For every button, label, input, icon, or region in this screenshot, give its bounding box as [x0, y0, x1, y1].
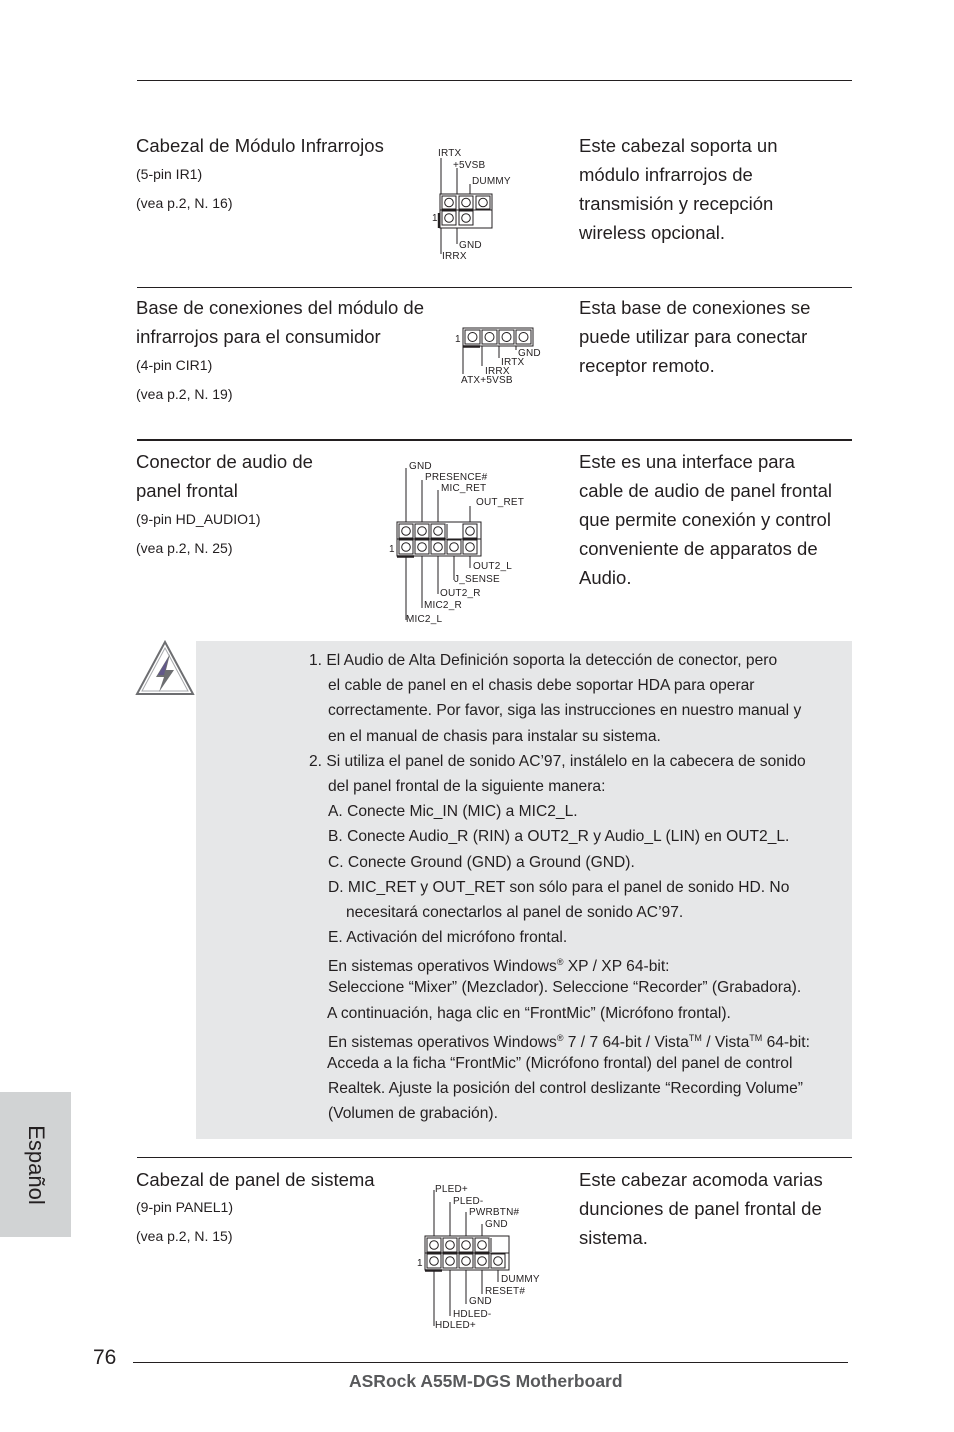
note-line: C. Conecte Ground (GND) a Ground (GND). — [328, 853, 635, 871]
note-line: el cable de panel en el chasis debe soportar HDA para operar — [328, 677, 755, 695]
cir1-desc-line: receptor remoto. — [579, 355, 715, 376]
panel-description — [579, 1165, 823, 1252]
section-divider — [137, 1157, 852, 1158]
cir1-label-gnd: GND — [518, 348, 541, 359]
audio-title-line: Conector de audio de — [136, 451, 313, 472]
note-line: A continuación, haga clic en “FrontMic” (Micrófono frontal). — [327, 1004, 731, 1022]
panel-desc-line: sistema. — [579, 1227, 648, 1248]
audio-description — [579, 447, 832, 592]
cir1-title — [136, 293, 424, 351]
cir1-desc-line: Esta base de conexiones se — [579, 297, 811, 318]
audio-desc-line: conveniente de apparatos de — [579, 538, 818, 559]
cir1-desc-line: puede utilizar para conectar — [579, 326, 808, 347]
note-line: 1. El Audio de Alta Definición soporta la detección de conector, pero — [309, 652, 778, 669]
audio-ref: (vea p.2, N. 25) — [136, 540, 233, 556]
note-line: Realtek. Ajuste la posición del control deslizante “Recording Volume” — [328, 1080, 803, 1098]
ir1-label-pin1: 1 — [432, 213, 438, 224]
warning-triangle-icon — [134, 638, 198, 700]
cir1-label-pin1: 1 — [455, 334, 461, 345]
ir1-desc-line: Este cabezal soporta un — [579, 135, 778, 156]
footer-title: ASRock A55M-DGS Motherboard — [349, 1371, 623, 1391]
ir1-label-irrx: IRRX — [442, 251, 467, 262]
cir1-label-irrx: IRRX — [485, 366, 510, 377]
audio-desc-line: que permite conexión y control — [579, 509, 831, 530]
cir1-label-irtx: IRTX — [501, 357, 525, 368]
language-tab — [0, 1092, 71, 1237]
panel-label-gnd-bottom: GND — [469, 1296, 492, 1307]
ir1-desc-line: wireless opcional. — [579, 222, 726, 243]
note-line: 2. Si utiliza el panel de sonido AC’97, instálelo en la cabecera de sonido — [309, 752, 806, 770]
audio-label-out2-r: OUT2_R — [440, 588, 481, 599]
audio-header-diagram — [385, 456, 525, 628]
ir1-title-line: Cabezal de Módulo Infrarrojos — [136, 135, 384, 156]
note-line: en el manual de chasis para instalar su sistema. — [328, 727, 661, 745]
ir1-label-5vsb: +5VSB — [453, 160, 486, 171]
audio-label-mic2-l: MIC2_L — [406, 614, 443, 625]
cir1-title-line: Base de conexiones del módulo de — [136, 297, 424, 318]
panel-label-gnd-top: GND — [485, 1219, 508, 1230]
audio-label-out-ret: OUT_RET — [476, 497, 525, 508]
ir1-description — [579, 131, 778, 247]
panel-label-reset: RESET# — [485, 1286, 526, 1297]
note-line: necesitará conectarlos al panel de sonido AC’97. — [346, 903, 684, 921]
note-line: Acceda a la ficha “FrontMic” (Micrófono frontal) del panel de control — [327, 1055, 793, 1072]
note-line: Seleccione “Mixer” (Mezclador). Seleccione “Recorder” (Grabadora). — [328, 979, 802, 997]
audio-label-gnd: GND — [409, 461, 432, 472]
audio-desc-line: Este es una interface para — [579, 451, 795, 472]
note-line: correctamente. Por favor, siga las instrucciones en nuestro manual y — [328, 702, 802, 720]
audio-label-j-sense: J_SENSE — [454, 574, 500, 585]
audio-label-out2-l: OUT2_L — [473, 561, 512, 572]
ir1-title — [136, 131, 384, 160]
panel-ref: (vea p.2, N. 15) — [136, 1228, 233, 1244]
cir1-header-diagram — [452, 324, 562, 386]
ir1-desc-line: transmisión y recepción — [579, 193, 774, 214]
note-line: D. MIC_RET y OUT_RET son sólo para el panel de sonido HD. No — [328, 878, 790, 896]
note-text — [300, 648, 855, 1127]
cir1-title-line: infrarrojos para el consumidor — [136, 326, 381, 347]
top-rule — [137, 80, 852, 81]
ir1-pin: (5-pin IR1) — [136, 166, 203, 182]
cir1-label-atx5vsb: ATX+5VSB — [461, 375, 513, 386]
ir1-header-diagram — [430, 140, 550, 265]
note-line: En sistemas operativos Windows® XP / XP 64-bit: — [328, 957, 670, 976]
panel-title-line: Cabezal de panel de sistema — [136, 1169, 375, 1190]
audio-desc-line: Audio. — [579, 567, 632, 588]
audio-label-presence: PRESENCE# — [425, 472, 488, 483]
note-line: B. Conecte Audio_R (RIN) a OUT2_R y Audio_L (LIN) en OUT2_L. — [328, 828, 790, 846]
panel-title — [136, 1165, 375, 1194]
note-line: E. Activación del micrófono frontal. — [328, 929, 568, 947]
panel-label-dummy: DUMMY — [501, 1274, 540, 1285]
audio-label-mic2-r: MIC2_R — [424, 600, 462, 611]
ir1-label-dummy: DUMMY — [472, 176, 511, 187]
note-line: (Volumen de grabación). — [328, 1105, 498, 1123]
cir1-ref: (vea p.2, N. 19) — [136, 386, 233, 402]
audio-title-line: panel frontal — [136, 480, 238, 501]
ir1-label-gnd: GND — [459, 240, 482, 251]
audio-label-pin1: 1 — [389, 544, 395, 555]
ir1-ref: (vea p.2, N. 16) — [136, 195, 233, 211]
panel-label-pled-plus: PLED+ — [435, 1184, 468, 1195]
panel-header-diagram — [413, 1180, 553, 1330]
panel-label-hdled-minus: HDLED- — [453, 1309, 492, 1320]
panel-desc-line: Este cabezar acomoda varias — [579, 1169, 823, 1190]
audio-title — [136, 447, 313, 505]
note-line: del panel frontal de la siguiente manera: — [328, 777, 606, 795]
audio-desc-line: cable de audio de panel frontal — [579, 480, 833, 501]
panel-label-pin1: 1 — [417, 1258, 423, 1269]
panel-pin: (9-pin PANEL1) — [136, 1199, 234, 1215]
page-number: 76 — [93, 1346, 117, 1369]
note-line: A. Conecte Mic_IN (MIC) a MIC2_L. — [328, 803, 578, 821]
cir1-pin: (4-pin CIR1) — [136, 357, 213, 373]
audio-label-mic-ret: MIC_RET — [441, 483, 487, 494]
section-divider — [137, 287, 852, 288]
panel-label-pwrbtn: PWRBTN# — [469, 1207, 520, 1218]
language-tab-label: Español — [23, 1124, 49, 1205]
footer-rule — [133, 1362, 848, 1363]
note-line: En sistemas operativos Windows® 7 / 7 64-bit / Vista™ / Vista™ 64-bit: — [328, 1032, 810, 1051]
audio-pin: (9-pin HD_AUDIO1) — [136, 511, 261, 527]
section-divider — [137, 439, 852, 441]
cir1-description — [579, 293, 810, 380]
panel-label-pled-minus: PLED- — [453, 1196, 484, 1207]
ir1-desc-line: módulo infrarrojos de — [579, 164, 753, 185]
panel-desc-line: dunciones de panel frontal de — [579, 1198, 822, 1219]
panel-label-hdled-plus: HDLED+ — [435, 1320, 476, 1330]
ir1-label-irtx: IRTX — [438, 148, 462, 159]
